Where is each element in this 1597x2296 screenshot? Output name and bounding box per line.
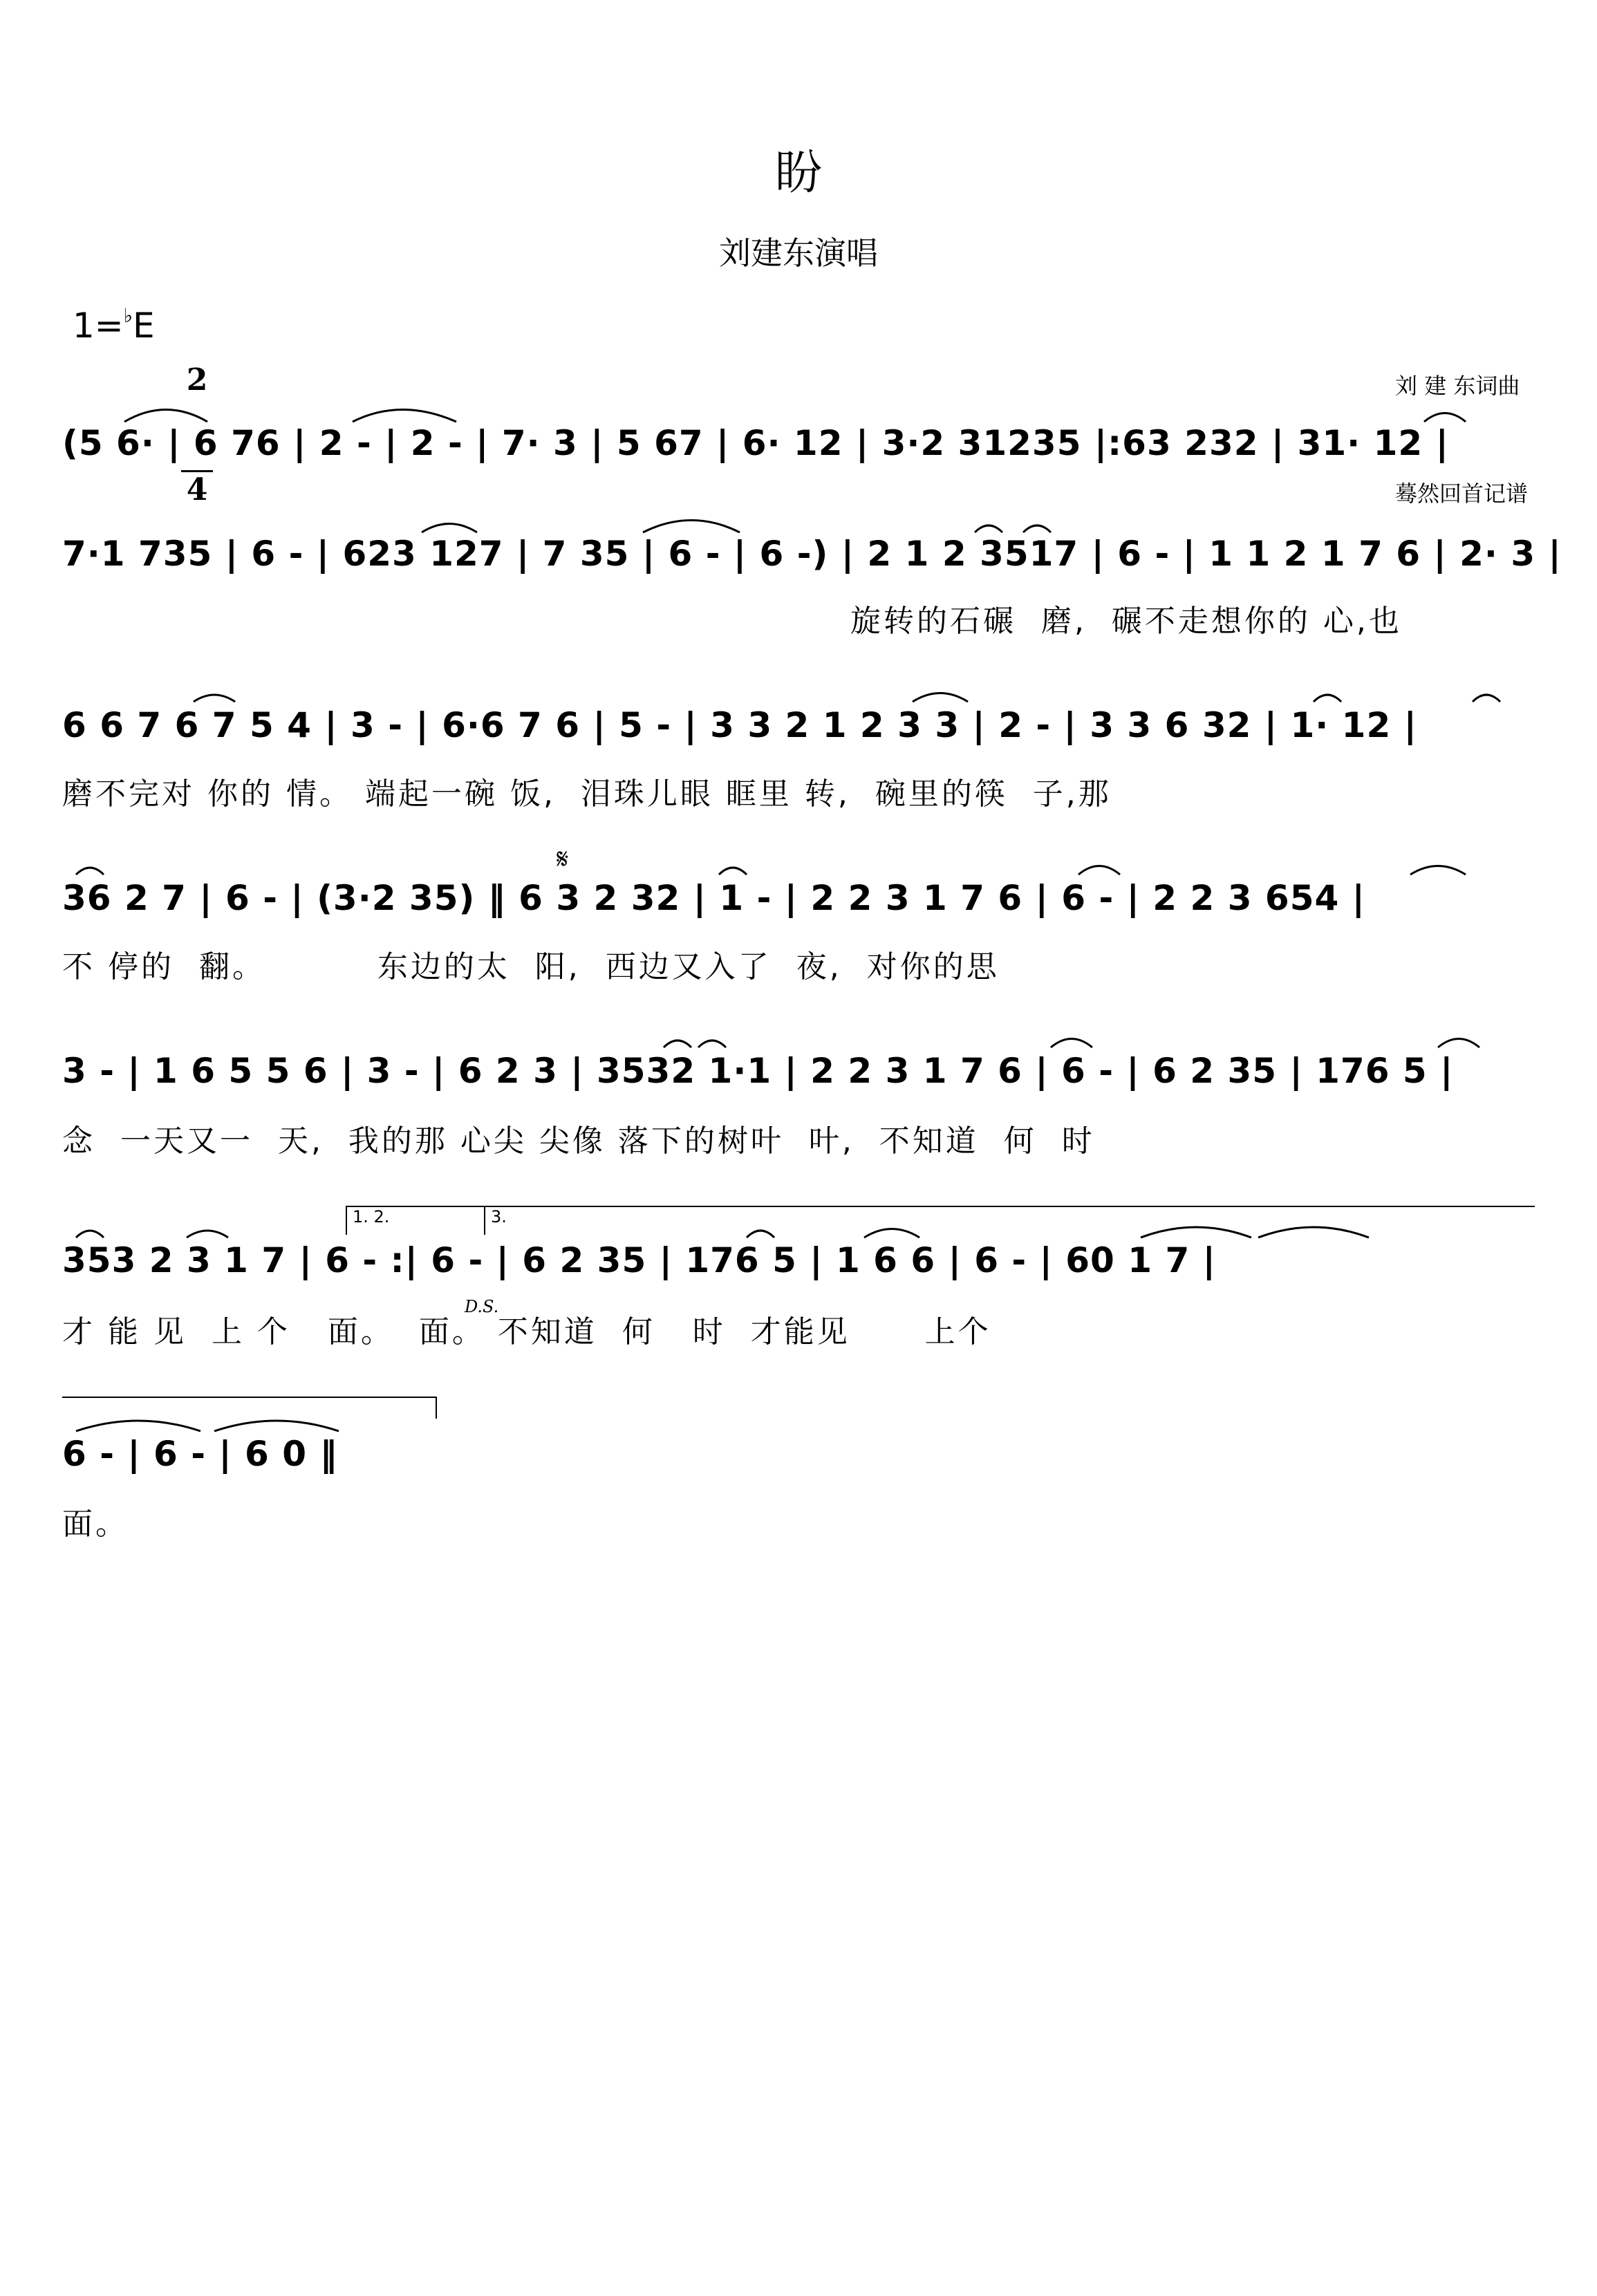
notation-row-7: 6 - | 6 - | 6 0 ‖ [62,1434,338,1474]
volta-1-2: 1. 2. [346,1207,485,1235]
slur [643,521,740,533]
ds-mark: D.S. [465,1297,499,1316]
slur [76,868,104,875]
slur [1051,1039,1092,1048]
singer-subtitle: 刘建东演唱 [719,234,878,272]
notation-row-1: (5 6· | 6 76 | 2 - | 2 - | 7· 3 | 5 67 | 6· 12 | 3·2 31235 |:63 232 | 31· 12 | [62,423,1449,463]
slur [214,1421,339,1431]
key-prefix: 1= [73,306,124,346]
slur [187,1231,228,1238]
slur [719,868,747,875]
slur [1023,525,1051,532]
slur [664,1040,691,1047]
lyric-row-5: 念 一天又一 天, 我的那 心尖 尖像 落下的树叶 叶, 不知道 何 时 [62,1123,1095,1159]
slur [975,525,1002,532]
notation-row-6: 353 2 3 1 7 | 6 - :| 6 - | 6 2 35 | 176 5 | 1 6 6 | 6 - | 60 1 7 | [62,1240,1216,1280]
slur [1410,866,1466,875]
slur [353,410,456,422]
slur [747,1231,774,1238]
volta-3: 3. [484,1207,507,1235]
lyric-row-6: 才 能 见 上 个 面。 面。 不知道 何 时 才能见 上个 [62,1314,991,1350]
notation-row-3: 6 6 7 6 7 5 4 | 3 - | 6·6 7 6 | 5 - | 3 3 2 1 2 3 3 | 2 - | 3 3 6 32 | 1· 12 | [62,705,1417,745]
time-signature-top: 2 [186,362,208,398]
lyric-row-2: 旋转的石碾 磨, 碾不走想你的 心,也 [850,604,1402,639]
flat-sign: ♭ [123,304,133,327]
slur [194,695,235,702]
slur [1473,695,1500,702]
slur [1314,695,1341,702]
transcriber: 蓦然回首记谱 [1394,480,1528,507]
segno-mark: 𝄋 [557,843,569,875]
page-title: 盼 [774,146,822,200]
slur [1141,1227,1251,1238]
notation-row-5: 3 - | 1 6 5 5 6 | 3 - | 6 2 3 | 3532 1·1 | 2 2 3 1 7 6 | 6 - | 6 2 35 | 176 5 | [62,1051,1454,1091]
slur [1258,1227,1369,1238]
slur [913,693,968,702]
slur [1424,413,1466,422]
slur [1078,866,1120,875]
slur [124,410,207,422]
lyric-row-4: 不 停的 翻。 东边的太 阳, 西边又入了 夜, 对你的思 [62,949,1000,984]
lyricist-composer: 刘 建 东词曲 [1394,373,1520,399]
lyric-row-7: 面。 [62,1506,129,1542]
notation-row-2: 7·1 735 | 6 - | 623 127 | 7 35 | 6 - | 6 -) | 2 1 2 3517 | 6 - | 1 1 2 1 7 6 | 2· 3 | [62,534,1562,574]
slur [698,1040,726,1047]
slur [422,524,477,533]
slur [76,1231,104,1238]
slur [76,1421,200,1431]
slur [1438,1039,1479,1048]
lyric-row-3: 磨不完对 你的 情。 端起一碗 饭, 泪珠儿眼 眶里 转, 碗里的筷 子,那 [62,776,1112,812]
notation-row-4: 36 2 7 | 6 - | (3·2 35) ‖ 6 3 2 32 | 1 - | 2 2 3 1 7 6 | 6 - | 2 2 3 654 | [62,878,1365,918]
key-note: E [132,306,155,346]
time-signature-bottom: 4 [181,470,213,508]
slur [864,1229,919,1238]
